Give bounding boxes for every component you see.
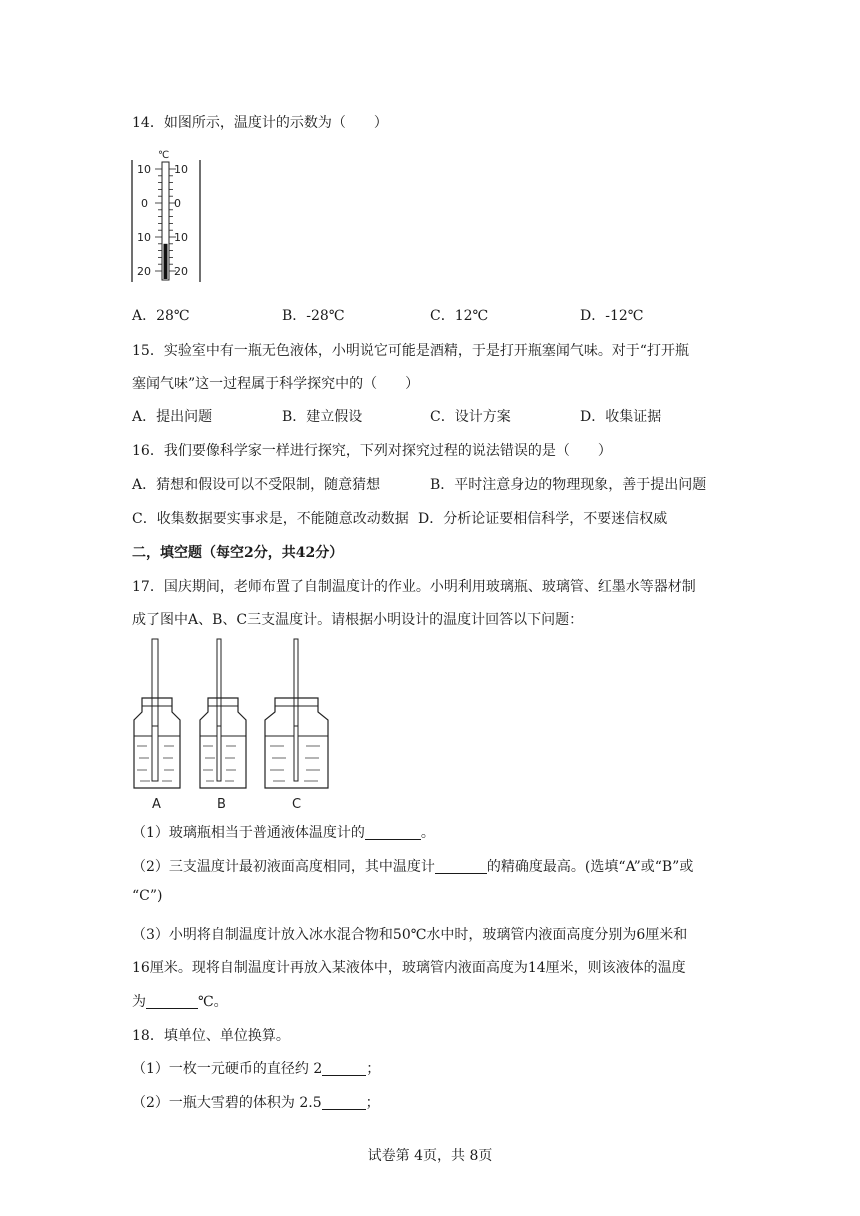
scale-right-10: 10	[174, 163, 188, 176]
scale-left-neg20: 20	[137, 265, 151, 278]
answer-blank-5[interactable]	[322, 1095, 366, 1110]
q14-option-d: D．-12℃	[580, 308, 644, 324]
q17-sub2-line1: （2）三支温度计最初液面高度相同，其中温度计 的精确度最高。(选填“A”或“B”或	[132, 859, 694, 875]
q16-option-b: B．平时注意身边的物理现象，善于提出问题	[430, 477, 707, 493]
q17-sub1: （1）玻璃瓶相当于普通液体温度计的 。	[132, 825, 435, 841]
mercury-column	[164, 244, 168, 279]
scale-right-neg20: 20	[174, 265, 188, 278]
label-a: A	[152, 797, 161, 812]
bottles-figure	[128, 636, 338, 816]
q18-stem: 18．填单位、单位换算。	[132, 1028, 290, 1044]
page-footer: 试卷第 4页，共 8页	[367, 1148, 493, 1164]
q17-stem-line1: 17．国庆期间，老师布置了自制温度计的作业。小明利用玻璃瓶、玻璃管、红墨水等器材制	[132, 579, 696, 595]
answer-blank-4[interactable]	[322, 1061, 366, 1076]
q14-option-b: B．-28℃	[282, 308, 345, 324]
q17-sub2-line2: “C”)	[132, 888, 163, 904]
unit-label: ℃	[158, 150, 170, 161]
bottle-a	[134, 639, 180, 788]
q14-option-a: A．28℃	[132, 308, 190, 324]
q17-sub3-line1: （3）小明将自制温度计放入冰水混合物和50℃水中时，玻璃管内液面高度分别为6厘米和	[132, 927, 688, 943]
answer-blank-2[interactable]	[435, 859, 487, 874]
bottle-c	[265, 639, 328, 788]
q15-option-a: A．提出问题	[132, 409, 213, 425]
q18-sub1: （1）一枚一元硬币的直径约 2 ；	[132, 1061, 381, 1077]
q17-sub3-line2: 16厘米。现将自制温度计再放入某液体中，玻璃管内液面高度为14厘米，则该液体的温度	[132, 960, 686, 976]
q17-stem-line2: 成了图中A、B、C三支温度计。请根据小明设计的温度计回答以下问题：	[132, 612, 584, 628]
q15-option-b: B．建立假设	[282, 409, 363, 425]
q16-option-a: A．猜想和假设可以不受限制，随意猜想	[132, 477, 381, 493]
q16-option-d: D．分析论证要相信科学，不要迷信权威	[418, 511, 668, 527]
scale-right-neg10: 10	[174, 231, 188, 244]
q15-stem-line2: 塞闻气味”这一过程属于科学探究中的（ ）	[132, 376, 420, 392]
bottle-b	[200, 639, 246, 788]
q14-stem: 14．如图所示，温度计的示数为（ ）	[132, 115, 388, 131]
scale-left-10: 10	[137, 163, 151, 176]
q15-option-c: C．设计方案	[430, 409, 511, 425]
scale-left-0: 0	[141, 197, 148, 210]
section-title: 二，填空题（每空2分，共42分）	[132, 545, 344, 561]
q15-stem-line1: 15．实验室中有一瓶无色液体，小明说它可能是酒精，于是打开瓶塞闻气味。对于“打开瓶	[132, 343, 689, 359]
scale-left-neg10: 10	[137, 231, 151, 244]
label-c: C	[292, 797, 302, 812]
q16-option-c: C．收集数据要实事求是，不能随意改动数据	[132, 511, 409, 527]
scale-right-0: 0	[174, 197, 181, 210]
answer-blank-1[interactable]	[365, 825, 421, 840]
q18-sub2: （2）一瓶大雪碧的体积为 2.5 ；	[132, 1095, 380, 1111]
thermometer-figure	[128, 148, 208, 288]
q15-option-d: D．收集证据	[580, 409, 662, 425]
q16-stem: 16．我们要像科学家一样进行探究，下列对探究过程的说法错误的是（ ）	[132, 443, 612, 459]
answer-blank-3[interactable]	[146, 994, 198, 1009]
q17-sub3-line3: 为 ℃。	[132, 994, 228, 1010]
q14-option-c: C．12℃	[430, 308, 489, 324]
label-b: B	[217, 797, 226, 812]
